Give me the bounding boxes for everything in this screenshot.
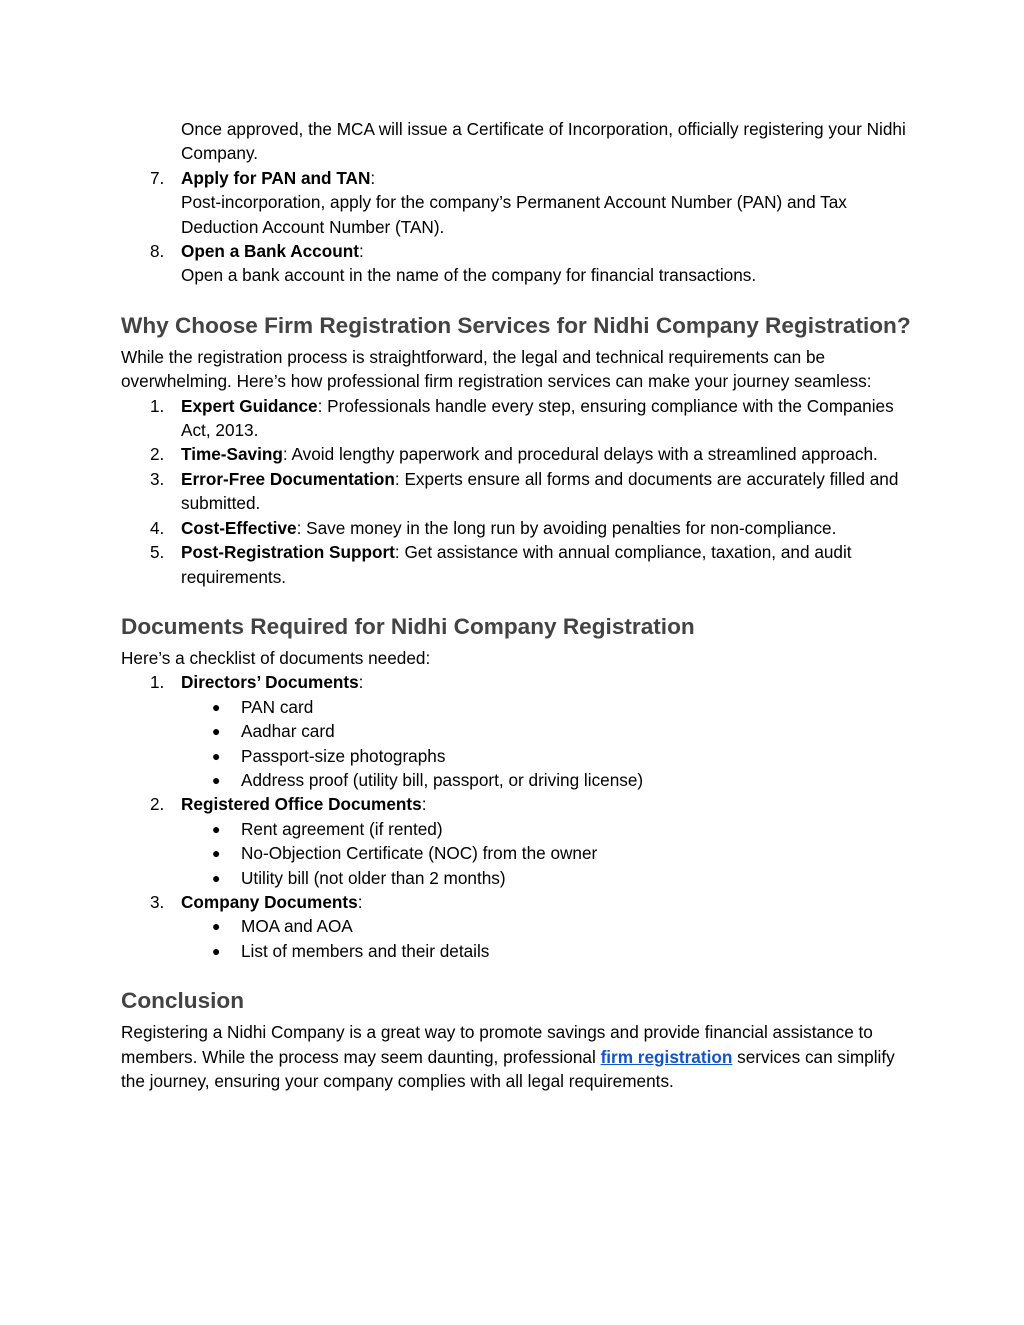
list-item	[121, 817, 911, 841]
why-choose-heading: Why Choose Firm Registration Services for Nidhi Company Registration?	[121, 312, 911, 338]
bullet-icon: ●	[212, 942, 221, 959]
bullet-icon: ●	[212, 698, 221, 715]
list-number: 4.	[150, 517, 165, 538]
bullet-icon: ●	[212, 771, 221, 788]
office-documents-list	[121, 817, 911, 890]
list-number: 1.	[150, 672, 165, 693]
list-item	[121, 744, 911, 768]
group-separator: :	[357, 891, 363, 912]
benefit-title: Time-Saving	[181, 444, 283, 465]
group-title: Company Documents	[181, 891, 358, 912]
benefit-title: Expert Guidance	[181, 395, 318, 416]
step-item-7	[121, 166, 911, 239]
bullet-icon: ●	[212, 918, 221, 935]
step-separator: :	[358, 241, 364, 262]
benefit-text: : Avoid lengthy paperwork and procedural delays with a streamlined approach.	[282, 444, 878, 465]
benefit-title: Error-Free Documentation	[181, 468, 395, 489]
conclusion-text-after: services can simplify the journey, ensuring your company complies with all legal requirements.	[121, 1046, 895, 1091]
conclusion-paragraph	[121, 1020, 911, 1093]
list-item-text: No-Objection Certificate (NOC) from the owner	[241, 843, 598, 864]
step-6-continuation: Once approved, the MCA will issue a Certificate of Incorporation, officially registering your Nidhi Company.	[181, 119, 906, 164]
bullet-icon: ●	[212, 845, 221, 862]
list-item	[121, 695, 911, 719]
benefits-list	[121, 394, 911, 589]
why-choose-intro: While the registration process is straightforward, the legal and technical requirements can be overwhelming. Here’s how professional firm registration services can make your journey seamless:	[121, 346, 872, 392]
documents-list	[121, 670, 911, 694]
step-item-8	[121, 239, 911, 288]
conclusion-heading: Conclusion	[121, 988, 245, 1014]
documents-list	[121, 792, 911, 816]
list-number: 3.	[150, 468, 165, 489]
benefit-text: : Save money in the long run by avoiding penalties for non-compliance.	[296, 517, 837, 538]
list-item-text: Rent agreement (if rented)	[241, 818, 443, 839]
list-item	[121, 866, 911, 890]
documents-list	[121, 890, 911, 914]
benefit-text: : Experts ensure all forms and documents are accurately filled and submitted.	[181, 468, 899, 514]
benefit-title: Post-Registration Support	[181, 542, 395, 563]
group-title: Directors’ Documents	[181, 672, 359, 693]
bullet-icon: ●	[212, 723, 221, 740]
group-separator: :	[358, 672, 364, 693]
benefit-item	[121, 467, 911, 516]
company-documents-list	[121, 914, 911, 963]
document-group-directors	[121, 670, 911, 694]
list-item	[121, 768, 911, 792]
list-item-text: PAN card	[241, 696, 314, 717]
list-number: 2.	[150, 794, 165, 815]
step-description: Post-incorporation, apply for the company’s Permanent Account Number (PAN) and Tax Deduction Account Number (TAN).	[181, 192, 847, 237]
group-separator: :	[421, 794, 427, 815]
list-number: 8.	[150, 241, 165, 262]
step-title: Apply for PAN and TAN	[181, 167, 371, 188]
conclusion-text-before: Registering a Nidhi Company is a great way to promote savings and provide financial assistance to members. While the process may seem daunting, professional	[121, 1022, 873, 1067]
list-number: 2.	[150, 444, 165, 465]
document-group-office	[121, 792, 911, 816]
benefit-item	[121, 540, 911, 589]
documents-required-heading: Documents Required for Nidhi Company Registration	[121, 613, 695, 639]
benefit-title: Cost-Effective	[181, 517, 297, 538]
list-item-text: Aadhar card	[241, 721, 335, 742]
document-body	[121, 117, 911, 1093]
step-title: Open a Bank Account	[181, 241, 359, 262]
list-item-text: Address proof (utility bill, passport, or driving license)	[241, 769, 644, 790]
step-separator: :	[370, 167, 376, 188]
list-item	[121, 841, 911, 865]
benefit-item	[121, 394, 911, 443]
bullet-icon: ●	[212, 869, 221, 886]
benefit-item	[121, 442, 911, 466]
benefit-text: : Get assistance with annual compliance, taxation, and audit requirements.	[181, 542, 852, 587]
list-number: 1.	[150, 395, 165, 416]
directors-documents-list	[121, 695, 911, 793]
firm-registration-link[interactable]: firm registration	[600, 1046, 733, 1067]
step-description: Open a bank account in the name of the company for financial transactions.	[181, 265, 757, 286]
benefit-item	[121, 516, 911, 540]
list-item	[121, 914, 911, 938]
benefit-text: : Professionals handle every step, ensuring compliance with the Companies Act, 2013.	[181, 395, 894, 441]
documents-intro: Here’s a checklist of documents needed:	[121, 647, 431, 668]
list-number: 3.	[150, 891, 165, 912]
list-number: 7.	[150, 167, 165, 188]
list-item	[121, 939, 911, 963]
registration-steps-list	[121, 166, 911, 288]
list-item-text: List of members and their details	[241, 940, 490, 961]
list-item	[121, 719, 911, 743]
list-item-text: Passport-size photographs	[241, 745, 446, 766]
list-number: 5.	[150, 542, 165, 563]
list-item-text: Utility bill (not older than 2 months)	[241, 867, 506, 888]
group-title: Registered Office Documents	[181, 794, 422, 815]
bullet-icon: ●	[212, 747, 221, 764]
bullet-icon: ●	[212, 820, 221, 837]
list-item-text: MOA and AOA	[241, 916, 353, 937]
document-group-company	[121, 890, 911, 914]
